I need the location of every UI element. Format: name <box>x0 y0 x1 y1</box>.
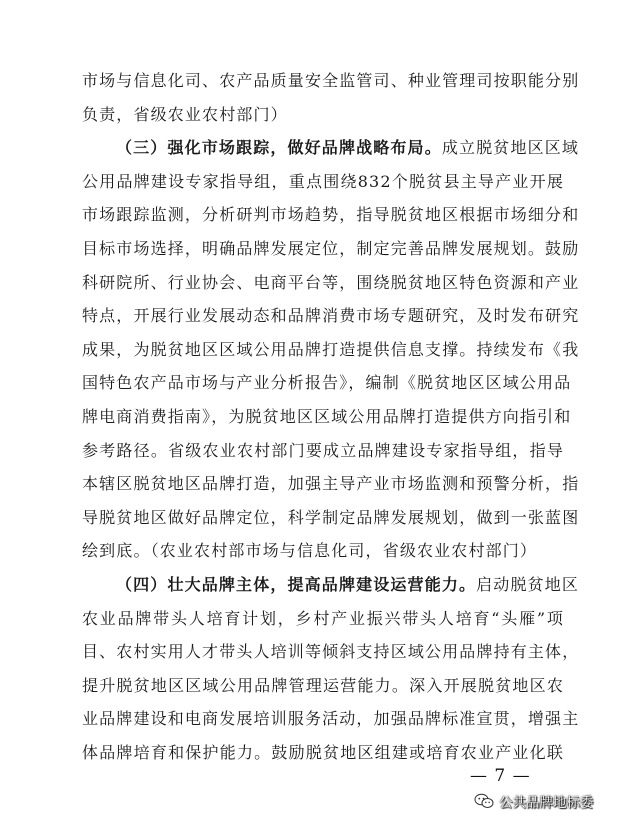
text-line <box>82 299 580 333</box>
text-line <box>82 232 580 266</box>
body-text: 提升脱贫地区区域公用品牌管理运营能力。深入开展脱贫地区农 <box>82 675 564 695</box>
body-text: 农业品牌带头人培育计划，乡村产业振兴带头人培育“头雁”项 <box>82 608 564 628</box>
body-text: 市场与信息化司、农产品质量安全监管司、种业管理司按职能分别 <box>82 71 580 90</box>
body-text: 负责，省级农业农村部门） <box>82 104 288 124</box>
text-line <box>82 467 580 501</box>
body-text: 本辖区脱贫地区品牌打造，加强主导产业市场监测和预警分析，指 <box>82 474 580 494</box>
body-text: 绘到底。（农业农村部市场与信息化司，省级农业农村部门） <box>82 541 538 561</box>
text-line <box>82 266 580 300</box>
watermark-text: 公共品牌地标委 <box>499 795 594 811</box>
section-heading: （三）强化市场跟踪，做好品牌战略布局。 <box>116 138 442 158</box>
text-line <box>82 131 580 165</box>
text-line <box>82 669 564 703</box>
body-text: 体品牌培育和保护能力。鼓励脱贫地区组建或培育农业产业化联 <box>82 742 564 762</box>
body-text: 特点，开展行业发展动态和品牌消费市场专题研究，及时发布研究 <box>82 306 580 326</box>
body-text: 国特色农产品市场与产业分析报告》，编制《脱贫地区区域公用品 <box>82 373 572 393</box>
text-line <box>82 198 580 232</box>
body-text: 成果，为脱贫地区区域公用品牌打造提供信息支撑。持续发布《我 <box>82 339 580 359</box>
text-line <box>82 98 564 132</box>
body-text: 启动脱贫地区 <box>476 574 580 594</box>
watermark <box>474 790 594 812</box>
body-text: 参考路径。省级农业农村部门要成立品牌建设专家指导组，指导 <box>82 440 564 460</box>
body-text: 市场跟踪监测，分析研判市场趋势，指导脱贫地区根据市场细分和 <box>82 205 580 225</box>
document-body <box>82 64 580 769</box>
text-line <box>82 64 580 98</box>
text-line <box>82 400 572 434</box>
body-text: 导脱贫地区做好品牌定位，科学制定品牌发展规划，做到一张蓝图 <box>82 507 580 527</box>
body-text: 科研院所、行业协会、电商平台等，围绕脱贫地区特色资源和产业 <box>82 272 580 292</box>
text-line <box>82 702 580 736</box>
section-heading: （四）壮大品牌主体，提高品牌建设运营能力。 <box>116 574 477 594</box>
text-line <box>82 501 580 535</box>
text-line <box>82 568 580 602</box>
body-text: 业品牌建设和电商发展培训服务活动，加强品牌标准宣贯，增强主 <box>82 709 580 729</box>
text-line <box>82 434 564 468</box>
text-line <box>82 366 572 400</box>
body-text: 成立脱贫地区区域 <box>441 138 580 158</box>
body-text: 目、农村实用人才带头人培训等倾斜支持区域公用品牌持有主体， <box>82 642 580 662</box>
text-line <box>82 635 580 669</box>
text-line <box>82 736 564 770</box>
page-number: — 7 — <box>470 766 531 786</box>
body-text: 公用品牌建设专家指导组，重点围绕832个脱贫县主导产业开展 <box>82 171 564 191</box>
text-line <box>82 602 564 636</box>
body-text: 牌电商消费指南》，为脱贫地区区域公用品牌打造提供方向指引和 <box>82 406 572 426</box>
text-line <box>82 534 564 568</box>
text-line <box>82 165 564 199</box>
body-text: 目标市场选择，明确品牌发展定位，制定完善品牌发展规划。鼓励 <box>82 238 580 258</box>
text-line <box>82 333 580 367</box>
wechat-icon <box>474 793 494 809</box>
